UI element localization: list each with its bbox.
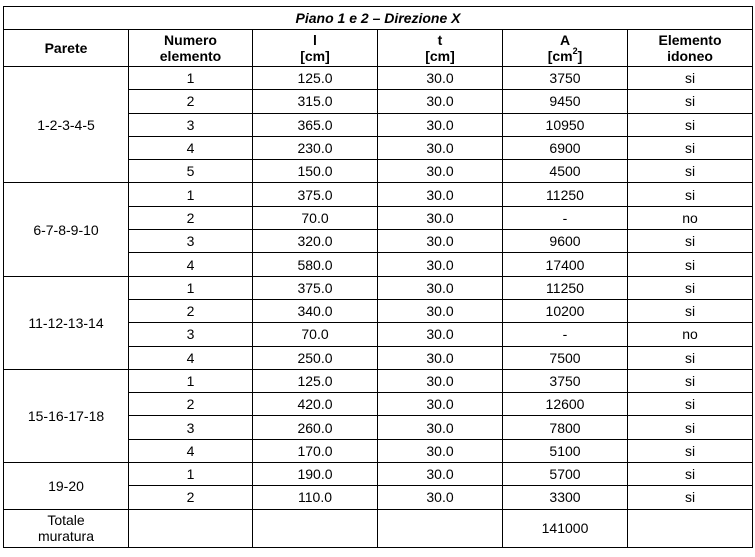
header-row bbox=[4, 30, 753, 67]
numero-cell: 2 bbox=[129, 486, 253, 509]
t-cell: 30.0 bbox=[378, 346, 503, 369]
t-cell: 30.0 bbox=[378, 276, 503, 299]
a-cell: 9600 bbox=[503, 230, 628, 253]
t-cell: 30.0 bbox=[378, 160, 503, 183]
t-cell: 30.0 bbox=[378, 113, 503, 136]
l-cell: 70.0 bbox=[253, 323, 378, 346]
t-cell: 30.0 bbox=[378, 299, 503, 322]
t-cell: 30.0 bbox=[378, 323, 503, 346]
numero-cell: 4 bbox=[129, 136, 253, 159]
a-cell: 6900 bbox=[503, 136, 628, 159]
parete-cell: 1-2-3-4-5 bbox=[4, 67, 129, 183]
a-cell: 10950 bbox=[503, 113, 628, 136]
a-cell: - bbox=[503, 206, 628, 229]
parete-cell: 19-20 bbox=[4, 463, 129, 510]
l-cell: 70.0 bbox=[253, 206, 378, 229]
a-cell: 3750 bbox=[503, 369, 628, 392]
a-cell: 17400 bbox=[503, 253, 628, 276]
l-cell: 375.0 bbox=[253, 276, 378, 299]
numero-cell: 3 bbox=[129, 323, 253, 346]
t-cell: 30.0 bbox=[378, 230, 503, 253]
numero-cell: 4 bbox=[129, 439, 253, 462]
idoneo-cell: si bbox=[628, 253, 753, 276]
a-cell: 3750 bbox=[503, 67, 628, 90]
l-cell: 340.0 bbox=[253, 299, 378, 322]
idoneo-cell: si bbox=[628, 230, 753, 253]
total-empty-cell bbox=[378, 509, 503, 547]
t-cell: 30.0 bbox=[378, 393, 503, 416]
idoneo-cell: si bbox=[628, 90, 753, 113]
table-row bbox=[4, 463, 753, 486]
idoneo-cell: si bbox=[628, 439, 753, 462]
table-wrapper bbox=[3, 6, 753, 548]
l-cell: 260.0 bbox=[253, 416, 378, 439]
idoneo-cell: si bbox=[628, 136, 753, 159]
table-row bbox=[4, 276, 753, 299]
idoneo-cell: si bbox=[628, 299, 753, 322]
l-cell: 150.0 bbox=[253, 160, 378, 183]
numero-cell: 4 bbox=[129, 253, 253, 276]
numero-cell: 2 bbox=[129, 299, 253, 322]
a-cell: 3300 bbox=[503, 486, 628, 509]
parete-cell: 11-12-13-14 bbox=[4, 276, 129, 369]
numero-cell: 3 bbox=[129, 113, 253, 136]
l-cell: 580.0 bbox=[253, 253, 378, 276]
total-row bbox=[4, 509, 753, 547]
numero-cell: 2 bbox=[129, 206, 253, 229]
a-cell: 10200 bbox=[503, 299, 628, 322]
t-cell: 30.0 bbox=[378, 253, 503, 276]
header-elemento-idoneo: Elemento idoneo bbox=[628, 30, 753, 67]
total-area: 141000 bbox=[503, 509, 628, 547]
t-cell: 30.0 bbox=[378, 369, 503, 392]
t-cell: 30.0 bbox=[378, 136, 503, 159]
a-cell: - bbox=[503, 323, 628, 346]
a-cell: 12600 bbox=[503, 393, 628, 416]
numero-cell: 5 bbox=[129, 160, 253, 183]
l-cell: 420.0 bbox=[253, 393, 378, 416]
a-cell: 11250 bbox=[503, 183, 628, 206]
l-cell: 375.0 bbox=[253, 183, 378, 206]
table-row bbox=[4, 67, 753, 90]
t-cell: 30.0 bbox=[378, 67, 503, 90]
idoneo-cell: si bbox=[628, 346, 753, 369]
header-l: l [cm] bbox=[253, 30, 378, 67]
idoneo-cell: si bbox=[628, 416, 753, 439]
a-cell: 7800 bbox=[503, 416, 628, 439]
idoneo-cell: si bbox=[628, 67, 753, 90]
a-cell: 9450 bbox=[503, 90, 628, 113]
l-cell: 320.0 bbox=[253, 230, 378, 253]
idoneo-cell: si bbox=[628, 276, 753, 299]
header-a: A $[cm^2]$ bbox=[503, 30, 628, 67]
t-cell: 30.0 bbox=[378, 463, 503, 486]
t-cell: 30.0 bbox=[378, 439, 503, 462]
t-cell: 30.0 bbox=[378, 486, 503, 509]
table-row bbox=[4, 183, 753, 206]
numero-cell: 1 bbox=[129, 463, 253, 486]
total-label: Totale muratura bbox=[4, 509, 129, 547]
table-row bbox=[4, 369, 753, 392]
a-cell: 11250 bbox=[503, 276, 628, 299]
a-cell: 5700 bbox=[503, 463, 628, 486]
idoneo-cell: si bbox=[628, 183, 753, 206]
numero-cell: 1 bbox=[129, 67, 253, 90]
l-cell: 250.0 bbox=[253, 346, 378, 369]
table-title: Piano 1 e 2 – Direzione X bbox=[4, 7, 753, 30]
parete-cell: 6-7-8-9-10 bbox=[4, 183, 129, 276]
l-cell: 315.0 bbox=[253, 90, 378, 113]
header-t: t [cm] bbox=[378, 30, 503, 67]
l-cell: 110.0 bbox=[253, 486, 378, 509]
idoneo-cell: si bbox=[628, 463, 753, 486]
table-body bbox=[4, 7, 753, 548]
results-table bbox=[3, 6, 753, 548]
idoneo-cell: no bbox=[628, 206, 753, 229]
a-cell: 5100 bbox=[503, 439, 628, 462]
t-cell: 30.0 bbox=[378, 206, 503, 229]
numero-cell: 2 bbox=[129, 90, 253, 113]
t-cell: 30.0 bbox=[378, 90, 503, 113]
a-cell: 4500 bbox=[503, 160, 628, 183]
title-row bbox=[4, 7, 753, 30]
parete-cell: 15-16-17-18 bbox=[4, 369, 129, 462]
l-cell: 125.0 bbox=[253, 369, 378, 392]
idoneo-cell: no bbox=[628, 323, 753, 346]
idoneo-cell: si bbox=[628, 160, 753, 183]
numero-cell: 3 bbox=[129, 416, 253, 439]
total-empty-cell bbox=[253, 509, 378, 547]
numero-cell: 1 bbox=[129, 183, 253, 206]
t-cell: 30.0 bbox=[378, 183, 503, 206]
header-parete: Parete bbox=[4, 30, 129, 67]
numero-cell: 2 bbox=[129, 393, 253, 416]
a-cell: 7500 bbox=[503, 346, 628, 369]
idoneo-cell: si bbox=[628, 486, 753, 509]
l-cell: 230.0 bbox=[253, 136, 378, 159]
numero-cell: 3 bbox=[129, 230, 253, 253]
l-cell: 365.0 bbox=[253, 113, 378, 136]
l-cell: 190.0 bbox=[253, 463, 378, 486]
l-cell: 170.0 bbox=[253, 439, 378, 462]
header-numero-elemento: Numero elemento bbox=[129, 30, 253, 67]
numero-cell: 1 bbox=[129, 276, 253, 299]
idoneo-cell: si bbox=[628, 113, 753, 136]
idoneo-cell: si bbox=[628, 393, 753, 416]
t-cell: 30.0 bbox=[378, 416, 503, 439]
idoneo-cell: si bbox=[628, 369, 753, 392]
total-empty-cell bbox=[628, 509, 753, 547]
numero-cell: 1 bbox=[129, 369, 253, 392]
l-cell: 125.0 bbox=[253, 67, 378, 90]
total-empty-cell bbox=[129, 509, 253, 547]
numero-cell: 4 bbox=[129, 346, 253, 369]
